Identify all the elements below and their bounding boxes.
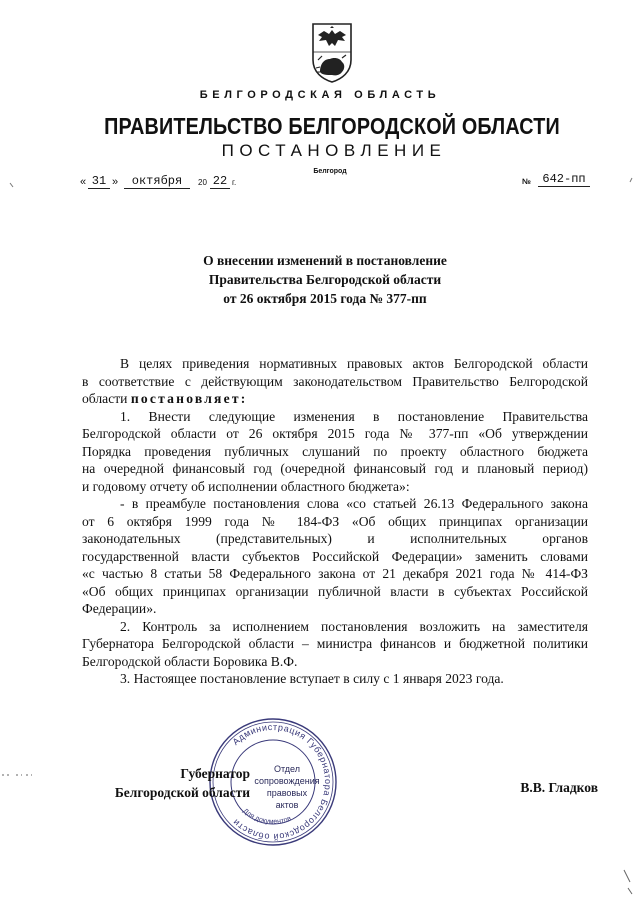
date-open-quote: « bbox=[80, 176, 87, 188]
stamp-ring-text: Администрация Губернатора Белгородской области bbox=[230, 721, 334, 843]
position-line: Белгородской области bbox=[114, 785, 250, 800]
signatory-name: В.В. Гладков bbox=[520, 780, 598, 795]
city-label: Белгород bbox=[313, 168, 347, 175]
body-line: Белгородской области от 26 октября 2015 года № 377-пп «Об утверждении bbox=[82, 426, 588, 441]
body-line: в соответствие с действующим законодательством Правительство Белгородской bbox=[82, 373, 588, 389]
body-line: и годовому отчету об исполнении областного бюджета»: bbox=[82, 478, 410, 494]
body-line: 3. Настоящее постановление вступает в силу с 1 января 2023 года. bbox=[120, 671, 504, 686]
stamp-bottom-text: Для документов bbox=[241, 807, 293, 826]
body-line: на очередной финансовый год (очередной финансовый год и плановый период) bbox=[82, 461, 588, 476]
body-line: 1. Внести следующие изменения в постановление Правительства bbox=[120, 408, 588, 424]
body-line: Федерации». bbox=[82, 601, 157, 616]
date-year-g: г. bbox=[232, 178, 237, 187]
stamp-inner-text bbox=[250, 763, 324, 811]
body-line: - в преамбуле постановления слова «со статьей 26.13 Федерального закона bbox=[120, 496, 588, 511]
date-year-suffix: 22 bbox=[210, 174, 230, 189]
position-line: Губернатор bbox=[180, 766, 250, 781]
resolves-word: постановляет: bbox=[130, 391, 248, 406]
title-line: от 26 октября 2015 года № 377-пп bbox=[223, 291, 427, 306]
body-line: В целях приведения нормативных правовых актов Белгородской области bbox=[120, 356, 588, 371]
stamp-inner-line: актов bbox=[275, 800, 299, 810]
body-line: от 6 октября 1999 года № 184-ФЗ «Об общих принципах организации bbox=[82, 513, 588, 529]
document-body bbox=[82, 355, 588, 688]
title-line: Правительства Белгородской области bbox=[208, 272, 442, 287]
number-label: № bbox=[522, 177, 531, 186]
body-line: 2. Контроль за исполнением постановления возложить на заместителя bbox=[120, 618, 588, 634]
body-line: государственной власти субъектов Российской Федерации» заменить словами bbox=[82, 548, 588, 564]
document-date bbox=[80, 174, 260, 194]
body-line: законодательных (представительных) и исполнительных органов bbox=[82, 531, 588, 546]
region-header: БЕЛГОРОДСКАЯ ОБЛАСТЬ bbox=[199, 89, 441, 101]
date-day: 31 bbox=[88, 174, 110, 189]
body-line: «с частью 8 статьи 58 Федерального закона от 21 декабря 2021 года № 414-ФЗ bbox=[82, 566, 588, 581]
date-year-prefix: 20 bbox=[198, 178, 207, 187]
title-line: О внесении изменений в постановление bbox=[203, 253, 447, 268]
stamp-inner-line: правовых bbox=[266, 788, 308, 798]
body-line: Порядка проведения публичных слушаний по проекту областного бюджета bbox=[82, 443, 588, 459]
government-title: ПРАВИТЕЛЬСТВО БЕЛГОРОДСКОЙ ОБЛАСТИ bbox=[104, 113, 560, 139]
number-value: 642-пп bbox=[538, 172, 590, 187]
body-line-text: области bbox=[82, 391, 128, 406]
document-title bbox=[150, 251, 500, 308]
document-number bbox=[522, 172, 592, 192]
body-line: Губернатора Белгородской области – министра финансов и бюджетной политики bbox=[82, 636, 588, 651]
date-month: октября bbox=[124, 174, 190, 189]
stamp-inner-line: сопровождения bbox=[254, 776, 320, 786]
body-line: «Об общих принципах организации публичной власти в субъектах Российской bbox=[82, 583, 588, 599]
document-type: ПОСТАНОВЛЕНИЕ bbox=[221, 141, 447, 160]
coat-of-arms-icon bbox=[310, 22, 354, 84]
body-line: Белгородской области Боровика В.Ф. bbox=[82, 653, 298, 669]
date-close-quote: » bbox=[112, 176, 119, 188]
body-line bbox=[82, 390, 588, 408]
stamp-inner-line: Отдел bbox=[273, 764, 301, 774]
signatory-position bbox=[90, 764, 250, 802]
